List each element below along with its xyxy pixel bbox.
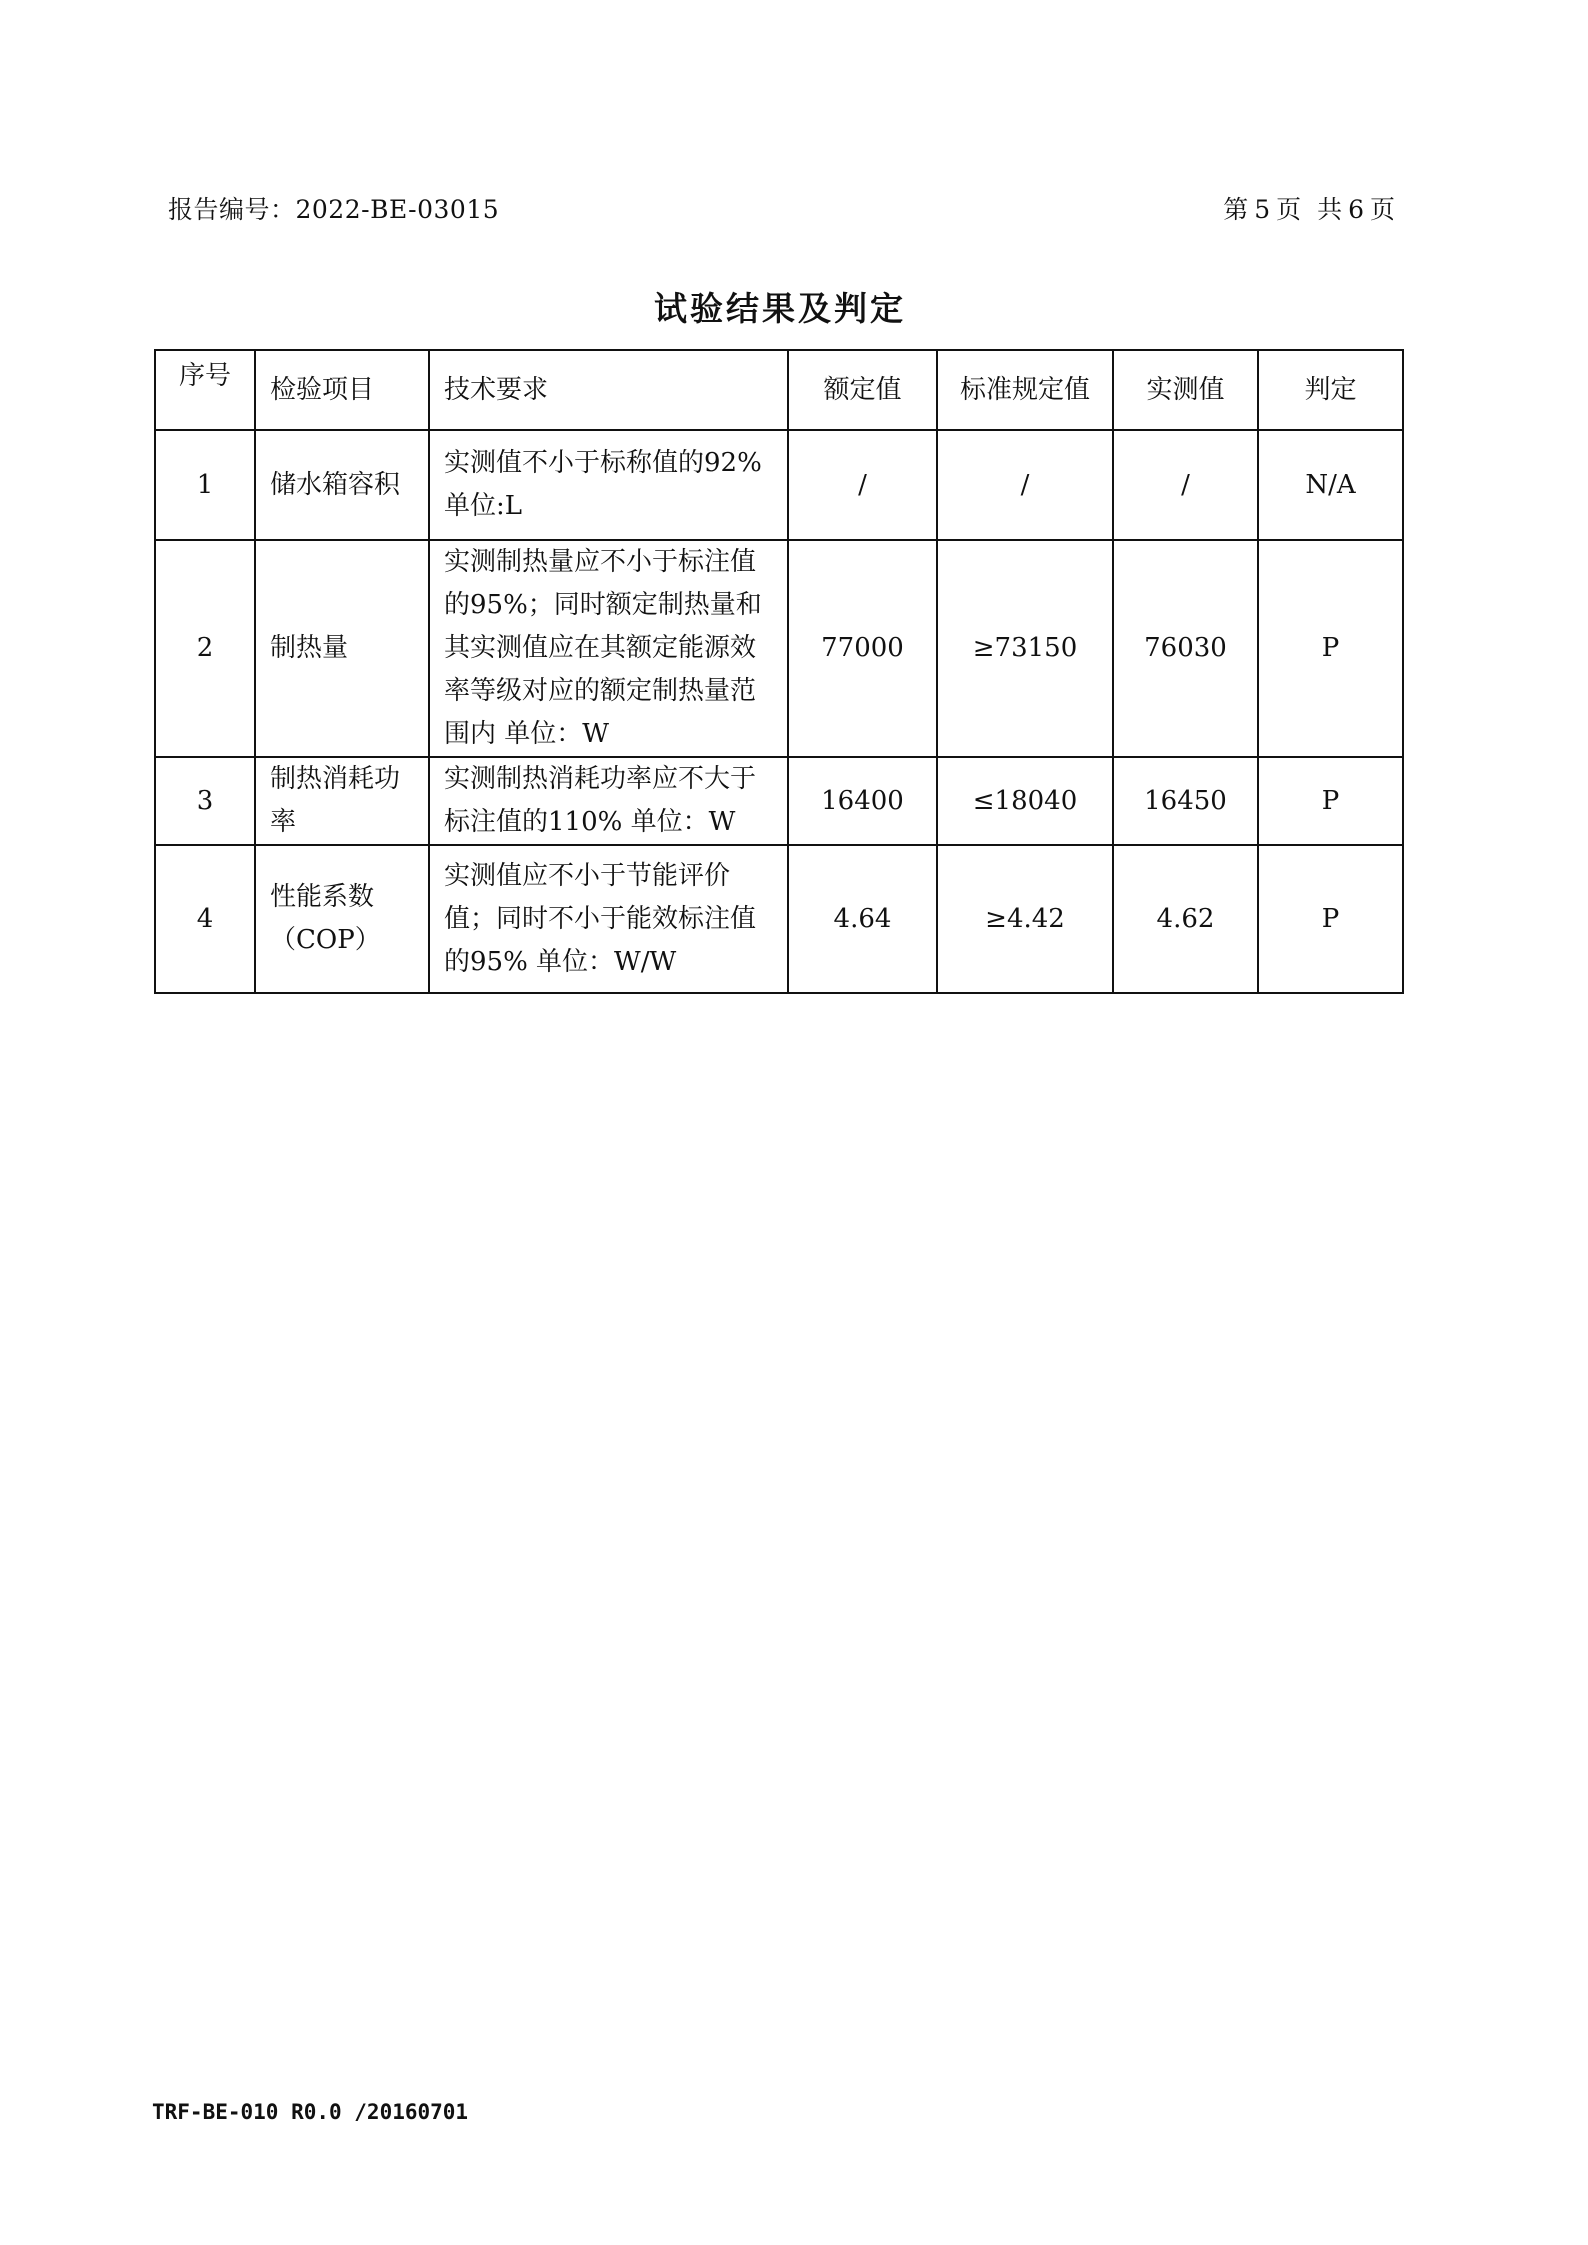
cell-rated: 16400 bbox=[788, 757, 937, 845]
table-row bbox=[155, 845, 1403, 993]
cell-measured: 16450 bbox=[1113, 757, 1258, 845]
column-header-measured: 实测值 bbox=[1113, 350, 1258, 430]
table-row bbox=[155, 430, 1403, 540]
cell-measured: 4.62 bbox=[1113, 845, 1258, 993]
cell-measured: / bbox=[1113, 430, 1258, 540]
table-header-row bbox=[155, 350, 1403, 430]
cell-item: 性能系数（COP） bbox=[255, 845, 429, 993]
column-header-requirement: 技术要求 bbox=[429, 350, 788, 430]
cell-seq: 3 bbox=[155, 757, 255, 845]
column-header-rated: 额定值 bbox=[788, 350, 937, 430]
page-indicator bbox=[1217, 190, 1395, 226]
cell-requirement: 实测值不小于标称值的92% 单位:L bbox=[429, 430, 788, 540]
page-prefix: 第 bbox=[1223, 195, 1249, 224]
page-middle: 页 共 bbox=[1276, 195, 1343, 224]
results-table bbox=[154, 349, 1404, 994]
column-header-standard: 标准规定值 bbox=[937, 350, 1113, 430]
cell-rated: 4.64 bbox=[788, 845, 937, 993]
cell-standard: ≥4.42 bbox=[937, 845, 1113, 993]
form-code-footer: TRF-BE-010 R0.0 /20160701 bbox=[152, 2100, 469, 2124]
cell-requirement: 实测值应不小于节能评价值；同时不小于能效标注值的95% 单位：W/W bbox=[429, 845, 788, 993]
cell-seq: 2 bbox=[155, 540, 255, 757]
page-current: 5 bbox=[1254, 195, 1271, 224]
cell-rated: / bbox=[788, 430, 937, 540]
cell-item: 制热消耗功率 bbox=[255, 757, 429, 845]
page-suffix: 页 bbox=[1369, 195, 1395, 224]
cell-requirement: 实测制热消耗功率应不大于标注值的110% 单位：W bbox=[429, 757, 788, 845]
cell-requirement: 实测制热量应不小于标注值的95%；同时额定制热量和其实测值应在其额定能源效率等级对应的额定制热量范围内 单位：W bbox=[429, 540, 788, 757]
cell-seq: 1 bbox=[155, 430, 255, 540]
cell-seq: 4 bbox=[155, 845, 255, 993]
cell-rated: 77000 bbox=[788, 540, 937, 757]
column-header-verdict: 判定 bbox=[1258, 350, 1403, 430]
cell-item: 储水箱容积 bbox=[255, 430, 429, 540]
column-header-seq: 序号 bbox=[155, 350, 255, 430]
cell-verdict: N/A bbox=[1258, 430, 1403, 540]
cell-verdict: P bbox=[1258, 540, 1403, 757]
report-number: 报告编号：2022-BE-03015 bbox=[168, 195, 500, 224]
page-total: 6 bbox=[1348, 195, 1364, 224]
cell-verdict: P bbox=[1258, 757, 1403, 845]
cell-standard: ≤18040 bbox=[937, 757, 1113, 845]
cell-item: 制热量 bbox=[255, 540, 429, 757]
cell-standard: / bbox=[937, 430, 1113, 540]
table-row bbox=[155, 757, 1403, 845]
column-header-item: 检验项目 bbox=[255, 350, 429, 430]
page-title: 试验结果及判定 bbox=[654, 289, 906, 328]
cell-verdict: P bbox=[1258, 845, 1403, 993]
cell-measured: 76030 bbox=[1113, 540, 1258, 757]
table-row bbox=[155, 540, 1403, 757]
cell-standard: ≥73150 bbox=[937, 540, 1113, 757]
